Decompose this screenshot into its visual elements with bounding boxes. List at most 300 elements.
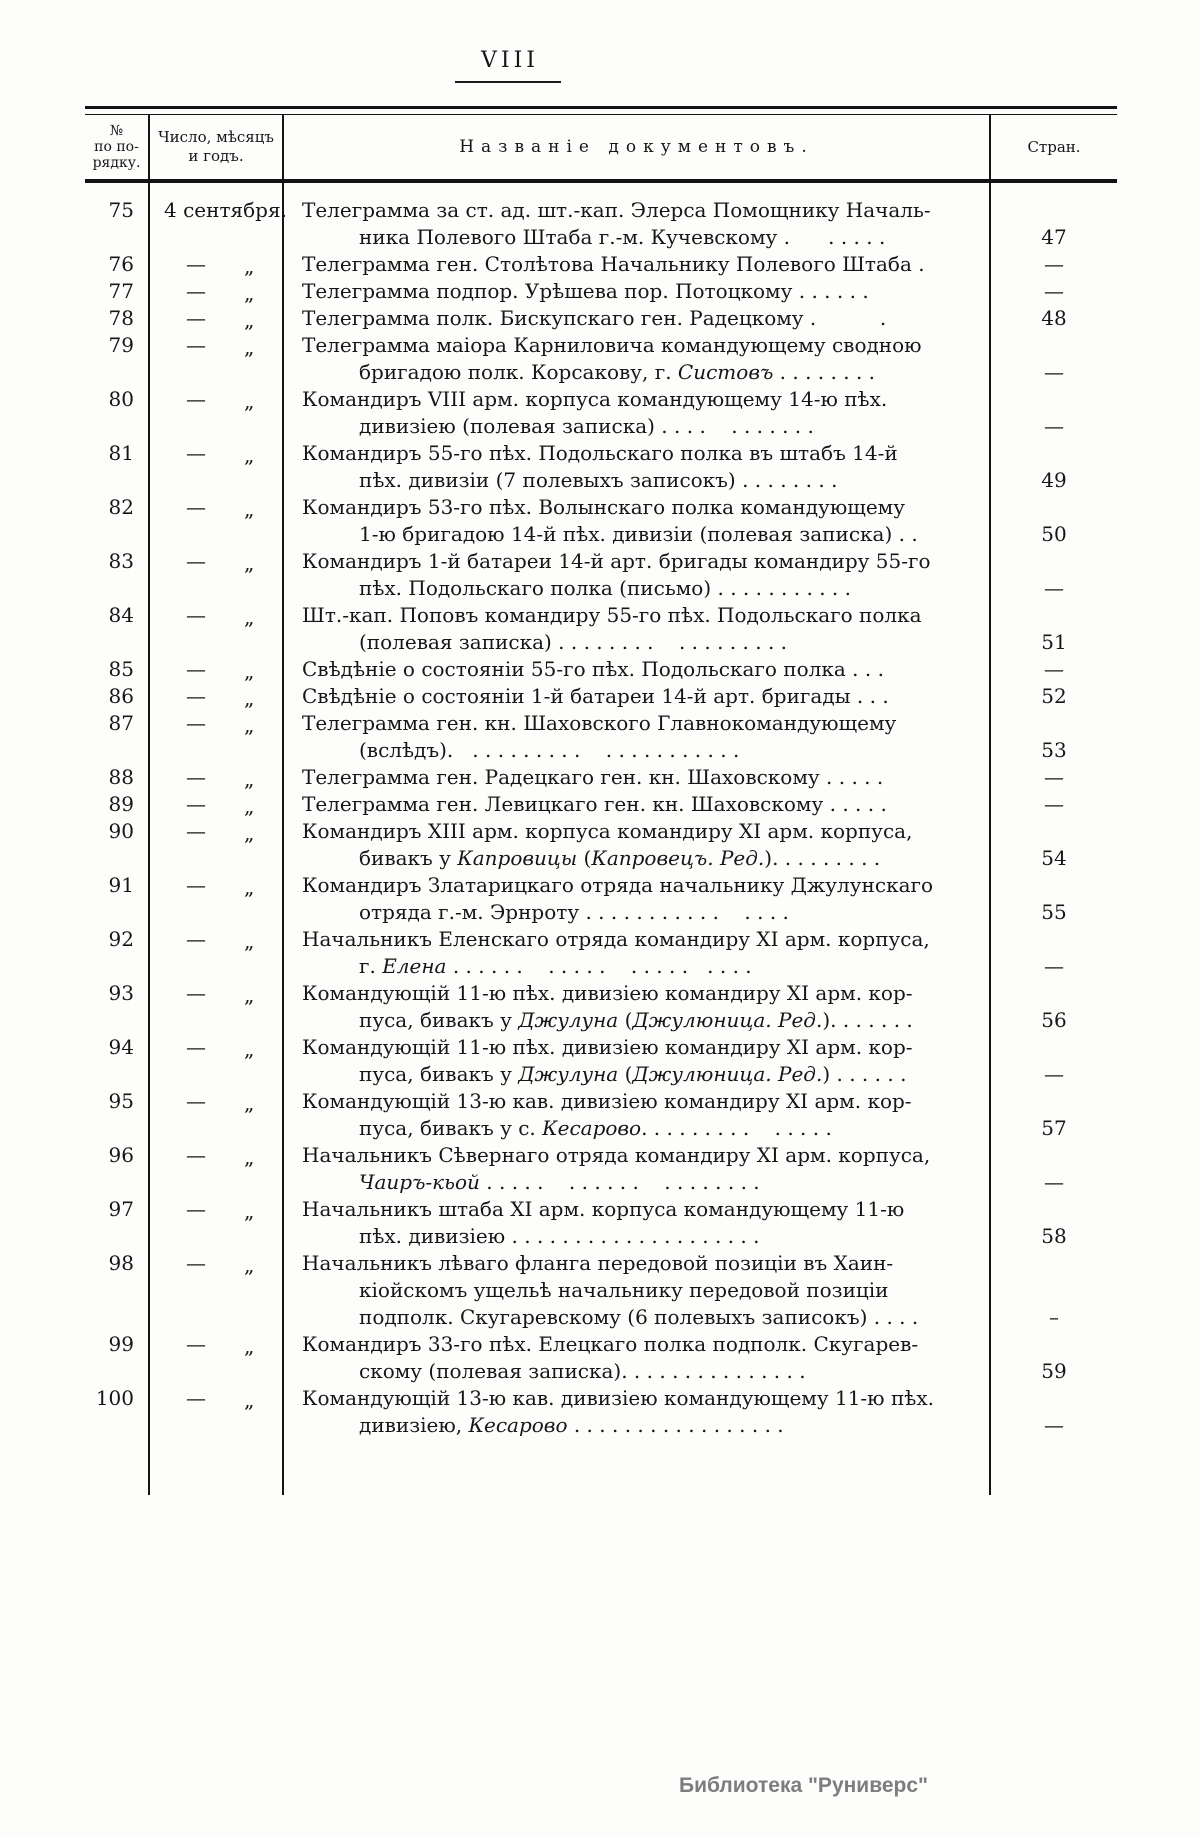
ditto-dash: — [186, 1386, 206, 1410]
row-number: 85 [85, 656, 150, 683]
title-text: Командующій 11-ю пѣх. дивизіею командиру XI арм. кор- [302, 981, 913, 1005]
ditto-mark: „ [244, 551, 255, 575]
table-row [85, 305, 1117, 332]
page-number-folio: VIII [481, 48, 539, 73]
row-page: — [1044, 1413, 1064, 1437]
ditto-dash: — [186, 549, 206, 573]
row-date [150, 683, 284, 710]
row-number: 88 [85, 764, 150, 791]
title-text: Начальникъ лѣваго фланга передовой позиціи въ Хаин- [302, 1251, 894, 1275]
title-text: ( [618, 1062, 633, 1086]
ditto-mark: „ [244, 1091, 255, 1115]
title-text: Командиръ 1-й батареи 14-й арт. бригады командиру 55-го [302, 549, 931, 573]
title-line [284, 251, 989, 278]
table-row [85, 926, 1117, 980]
row-page: — [1044, 792, 1064, 816]
row-date [150, 494, 284, 548]
row-title [284, 926, 991, 980]
ditto-mark: „ [244, 1037, 255, 1061]
ditto-mark: „ [244, 767, 255, 791]
title-text: кіойскомъ ущельѣ начальнику передовой позиціи [359, 1278, 889, 1302]
ditto-mark: „ [244, 1145, 255, 1169]
title-line [284, 359, 989, 386]
row-number: 90 [85, 818, 150, 872]
row-number: 94 [85, 1034, 150, 1088]
title-text: Телеграмма подпор. Урѣшева пор. Потоцкому . . . . . . [302, 279, 869, 303]
row-title [284, 1331, 991, 1385]
row-page: — [1044, 765, 1064, 789]
header-title-column [284, 115, 991, 179]
title-line [284, 926, 989, 953]
title-text: Начальникъ Сѣвернаго отряда командиру XI арм. корпуса, [302, 1143, 931, 1167]
title-line [284, 1196, 989, 1223]
table-top-rule [85, 106, 1117, 115]
title-text: пѣх. дивизіи (7 полевыхъ записокъ) . . . . . . . . [359, 468, 838, 492]
title-text: пуса, бивакъ у [359, 1008, 519, 1032]
row-page: 47 [1041, 225, 1067, 249]
title-line [284, 737, 989, 764]
row-page: 54 [1041, 846, 1067, 870]
row-page: — [1044, 414, 1064, 438]
ditto-mark: „ [244, 686, 255, 710]
row-number: 92 [85, 926, 150, 980]
row-date [150, 1385, 284, 1439]
row-date [150, 926, 284, 980]
ditto-dash: — [186, 819, 206, 843]
title-line [284, 1385, 989, 1412]
row-date [150, 1250, 284, 1331]
title-text: Командиръ Златарицкаго отряда начальнику Джулунскаго [302, 873, 934, 897]
place-name-italic: Джулуна [518, 1008, 619, 1032]
ditto-dash: — [186, 252, 206, 276]
row-number: 81 [85, 440, 150, 494]
row-page: 58 [1041, 1224, 1067, 1248]
place-name-italic: Кесарово [542, 1116, 642, 1140]
title-text: Телеграмма полк. Бискупскаго ген. Радецкому . . [302, 306, 887, 330]
table-row [85, 710, 1117, 764]
title-line [284, 467, 989, 494]
title-text: подполк. Скугаревскому (6 полевыхъ записокъ) . . . . [359, 1305, 919, 1329]
ditto-mark: „ [244, 335, 255, 359]
row-date [150, 440, 284, 494]
ditto-mark: „ [244, 1334, 255, 1358]
ditto-dash: — [186, 1197, 206, 1221]
title-text: Шт.-кап. Поповъ командиру 55-го пѣх. Подольскаго полка [302, 603, 922, 627]
row-number: 87 [85, 710, 150, 764]
title-text: бивакъ у [359, 846, 458, 870]
row-title [284, 1034, 991, 1088]
ditto-dash: — [186, 1332, 206, 1356]
title-text: Свѣдѣніе о состояніи 1-й батареи 14-й арт. бригады . . . [302, 684, 889, 708]
title-text: Командиръ 55-го пѣх. Подольскаго полка въ штабъ 14-й [302, 441, 898, 465]
ditto-mark: „ [244, 1388, 255, 1412]
title-text: бригадою полк. Корсакову, г. [359, 360, 678, 384]
title-text: Командующій 13-ю кав. дивизіею командующему 11-ю пѣх. [302, 1386, 934, 1410]
title-text: пуса, бивакъ у с. [359, 1116, 543, 1140]
title-text: 1-ю бригадою 14-й пѣх. дивизіи (полевая записка) . . [359, 522, 918, 546]
row-title [284, 872, 991, 926]
row-number: 78 [85, 305, 150, 332]
row-title [284, 548, 991, 602]
header-date-column [150, 115, 284, 179]
row-date: 4 сентября. [150, 183, 284, 251]
table-row [85, 278, 1117, 305]
title-text: Командиръ 33-го пѣх. Елецкаго полка подполк. Скугарев- [302, 1332, 919, 1356]
title-text: . . . . . . . . . . . . . . . . . [567, 1413, 784, 1437]
title-line [284, 440, 989, 467]
table-row [85, 791, 1117, 818]
title-line [284, 548, 989, 575]
ditto-dash: — [186, 684, 206, 708]
title-line [284, 1142, 989, 1169]
row-title [284, 305, 991, 332]
ditto-dash: — [186, 711, 206, 735]
title-line [284, 1277, 989, 1304]
row-page: — [1044, 1170, 1064, 1194]
ditto-mark: „ [244, 308, 255, 332]
title-line [284, 953, 989, 980]
row-date [150, 791, 284, 818]
ditto-mark: „ [244, 254, 255, 278]
row-number: 96 [85, 1142, 150, 1196]
table-row [85, 183, 1117, 251]
ditto-mark: „ [244, 659, 255, 683]
ditto-mark: „ [244, 281, 255, 305]
row-number: 80 [85, 386, 150, 440]
row-number: 83 [85, 548, 150, 602]
ditto-mark: „ [244, 794, 255, 818]
header-number-line: по по- [94, 139, 139, 155]
ditto-dash: — [186, 387, 206, 411]
table-row [85, 1142, 1117, 1196]
table-body [85, 183, 1117, 1439]
place-name-italic: Джулюница. Ред. [632, 1062, 823, 1086]
title-line [284, 1358, 989, 1385]
title-text: Свѣдѣніе о состояніи 55-го пѣх. Подольскаго полка . . . [302, 657, 884, 681]
title-line [284, 791, 989, 818]
contents-table [85, 106, 1117, 1495]
row-number: 84 [85, 602, 150, 656]
table-row [85, 440, 1117, 494]
row-title [284, 332, 991, 386]
row-page: 52 [1041, 684, 1067, 708]
title-text: Командиръ 53-го пѣх. Волынскаго полка командующему [302, 495, 905, 519]
row-title [284, 1088, 991, 1142]
row-date [150, 602, 284, 656]
title-line [284, 197, 989, 224]
table-row [85, 872, 1117, 926]
title-line [284, 683, 989, 710]
title-line [284, 278, 989, 305]
row-title [284, 386, 991, 440]
row-date [150, 872, 284, 926]
ditto-dash: — [186, 603, 206, 627]
row-title [284, 791, 991, 818]
title-text: ( [577, 846, 592, 870]
ditto-dash: — [186, 1089, 206, 1113]
row-title [284, 440, 991, 494]
row-date [150, 251, 284, 278]
row-page: — [1044, 576, 1064, 600]
title-text: . . . . . . . . . . . . . . [641, 1116, 832, 1140]
row-title [284, 980, 991, 1034]
ditto-mark: „ [244, 443, 255, 467]
ditto-dash: — [186, 333, 206, 357]
place-name-italic: Джулюница. Ред. [632, 1008, 823, 1032]
row-number: 79 [85, 332, 150, 386]
row-page: 59 [1041, 1359, 1067, 1383]
ditto-dash: — [186, 981, 206, 1005]
place-name-italic: Капровецъ. Ред. [591, 846, 765, 870]
row-title [284, 764, 991, 791]
ditto-dash: — [186, 657, 206, 681]
table-row [85, 1385, 1117, 1439]
row-page: 55 [1041, 900, 1067, 924]
title-text: Телеграмма ген. кн. Шаховского Главнокомандующему [302, 711, 897, 735]
row-date [150, 1142, 284, 1196]
ditto-mark: „ [244, 983, 255, 1007]
table-row [85, 818, 1117, 872]
row-title [284, 251, 991, 278]
header-date-line: Число, мѣсяцъ [158, 128, 274, 146]
ditto-mark: „ [244, 821, 255, 845]
ditto-mark: „ [244, 1253, 255, 1277]
title-text: . . . . . . . . . . . . . . . . . . . . [446, 954, 752, 978]
row-title [284, 1250, 991, 1331]
table-row [85, 1088, 1117, 1142]
title-line [284, 521, 989, 548]
place-name-italic: Кесарово [468, 1413, 568, 1437]
table-row [85, 1331, 1117, 1385]
row-number: 100 [85, 1385, 150, 1439]
ditto-dash: — [186, 1143, 206, 1167]
row-date [150, 818, 284, 872]
title-text: Телеграмма ген. Левицкаго ген. кн. Шаховскому . . . . . [302, 792, 887, 816]
title-line [284, 332, 989, 359]
title-line [284, 872, 989, 899]
ditto-dash: — [186, 792, 206, 816]
ditto-mark: „ [244, 497, 255, 521]
row-page: 51 [1041, 630, 1067, 654]
row-number: 97 [85, 1196, 150, 1250]
header-date-line: и годъ. [188, 147, 244, 165]
title-line [284, 1169, 989, 1196]
title-line [284, 1412, 989, 1439]
title-line [284, 764, 989, 791]
title-line [284, 494, 989, 521]
ditto-mark: „ [244, 713, 255, 737]
table-row [85, 251, 1117, 278]
row-date [150, 764, 284, 791]
row-page: — [1044, 1062, 1064, 1086]
title-text: скому (полевая записка). . . . . . . . . . . . . . . [359, 1359, 806, 1383]
title-line [284, 1223, 989, 1250]
place-name-italic: Чаиръ-кьой [359, 1170, 480, 1194]
ditto-mark: „ [244, 389, 255, 413]
title-text: (полевая записка) . . . . . . . . . . . . . . . . . [359, 630, 788, 654]
row-title [284, 818, 991, 872]
title-line [284, 818, 989, 845]
row-page: 56 [1041, 1008, 1067, 1032]
row-number: 98 [85, 1250, 150, 1331]
row-page: — [1044, 279, 1064, 303]
row-page: — [1044, 252, 1064, 276]
row-number: 95 [85, 1088, 150, 1142]
row-page: 53 [1041, 738, 1067, 762]
row-page: 57 [1041, 1116, 1067, 1140]
title-line [284, 629, 989, 656]
title-line [284, 1115, 989, 1142]
row-number: 75 [85, 183, 150, 251]
header-number-line: рядку. [92, 155, 141, 171]
title-line [284, 305, 989, 332]
place-name-italic: Систовъ [677, 360, 774, 384]
row-number: 93 [85, 980, 150, 1034]
row-title [284, 602, 991, 656]
row-number: 99 [85, 1331, 150, 1385]
row-title [284, 1385, 991, 1439]
table-row [85, 1196, 1117, 1250]
title-line [284, 386, 989, 413]
row-page: 48 [1041, 306, 1067, 330]
title-text: ника Полевого Штаба г.-м. Кучевскому . . . . . . [359, 225, 886, 249]
title-line [284, 656, 989, 683]
title-text: пѣх. Подольскаго полка (письмо) . . . . . . . . . . . [359, 576, 851, 600]
row-date [150, 278, 284, 305]
place-name-italic: Джулуна [518, 1062, 619, 1086]
ditto-dash: — [186, 1035, 206, 1059]
title-line [284, 1088, 989, 1115]
row-page: 49 [1041, 468, 1067, 492]
row-number: 77 [85, 278, 150, 305]
place-name-italic: Елена [382, 954, 447, 978]
folio-underline [455, 81, 561, 83]
row-date [150, 1034, 284, 1088]
row-title [284, 1196, 991, 1250]
place-name-italic: Капровицы [457, 846, 578, 870]
row-page: — [1044, 360, 1064, 384]
title-text: г. [359, 954, 383, 978]
row-title [284, 710, 991, 764]
table-row [85, 386, 1117, 440]
table-header-row [85, 115, 1117, 183]
title-text: ). . . . . . . [822, 1008, 913, 1032]
ditto-dash: — [186, 279, 206, 303]
row-title [284, 278, 991, 305]
table-row [85, 980, 1117, 1034]
title-text: Телеграмма за ст. ад. шт.-кап. Элерса Помощнику Началь- [302, 198, 931, 222]
ditto-dash: — [186, 873, 206, 897]
title-line [284, 1034, 989, 1061]
title-text: Командующій 13-ю кав. дивизіею командиру XI арм. кор- [302, 1089, 912, 1113]
ditto-dash: — [186, 765, 206, 789]
title-text: . . . . . . . . [773, 360, 876, 384]
spacer-cell [150, 1439, 284, 1495]
row-date [150, 1196, 284, 1250]
row-number: 86 [85, 683, 150, 710]
title-text: пѣх. дивизіею . . . . . . . . . . . . . . . . . . . . [359, 1224, 760, 1248]
title-line [284, 980, 989, 1007]
row-number: 89 [85, 791, 150, 818]
header-title-label: Названіе документовъ. [459, 137, 814, 157]
ditto-dash: — [186, 306, 206, 330]
title-line [284, 224, 989, 251]
header-page-label: Стран. [1027, 138, 1081, 156]
ditto-dash: — [186, 441, 206, 465]
row-title [284, 494, 991, 548]
row-number: 91 [85, 872, 150, 926]
row-date [150, 548, 284, 602]
table-row [85, 656, 1117, 683]
table-row [85, 1250, 1117, 1331]
title-text: ( [618, 1008, 633, 1032]
title-text: отряда г.-м. Эрнроту . . . . . . . . . . . . . . . [359, 900, 789, 924]
row-number: 76 [85, 251, 150, 278]
row-title [284, 183, 991, 251]
row-date [150, 980, 284, 1034]
title-text: Командующій 11-ю пѣх. дивизіею командиру XI арм. кор- [302, 1035, 913, 1059]
table-row [85, 494, 1117, 548]
row-date [150, 1331, 284, 1385]
title-text: ) . . . . . . [822, 1062, 907, 1086]
title-line [284, 710, 989, 737]
row-page: — [1044, 657, 1064, 681]
table-row [85, 764, 1117, 791]
row-title [284, 683, 991, 710]
title-text: (вслѣдъ). . . . . . . . . . . . . . . . . . . . . [359, 738, 740, 762]
spacer-cell [85, 1439, 150, 1495]
title-text: дивизіею, [359, 1413, 469, 1437]
table-row [85, 548, 1117, 602]
title-text: Телеграмма маіора Карниловича командующему сводною [302, 333, 922, 357]
ditto-dash: — [186, 495, 206, 519]
library-watermark: Библиотека "Руниверс" [678, 1774, 928, 1797]
title-text: ). . . . . . . . . [764, 846, 881, 870]
title-text: дивизіею (полевая записка) . . . . . . . . . . . [359, 414, 814, 438]
title-line [284, 845, 989, 872]
row-title [284, 1142, 991, 1196]
table-bottom-spacer [85, 1439, 1117, 1495]
ditto-mark: „ [244, 929, 255, 953]
title-line [284, 899, 989, 926]
ditto-mark: „ [244, 605, 255, 629]
spacer-cell [991, 1439, 1117, 1495]
row-date [150, 305, 284, 332]
title-text: пуса, бивакъ у [359, 1062, 519, 1086]
title-text: Начальникъ штаба XI арм. корпуса командующему 11-ю [302, 1197, 905, 1221]
title-line [284, 602, 989, 629]
title-line [284, 1061, 989, 1088]
title-line [284, 413, 989, 440]
table-row [85, 683, 1117, 710]
ditto-dash: — [186, 927, 206, 951]
title-line [284, 1250, 989, 1277]
row-page: – [1049, 1305, 1059, 1329]
header-number-line: № [109, 123, 124, 139]
ditto-mark: „ [244, 875, 255, 899]
title-text: Начальникъ Еленскаго отряда командиру XI арм. корпуса, [302, 927, 930, 951]
row-title [284, 656, 991, 683]
title-text: . . . . . . . . . . . . . . . . . . . [479, 1170, 760, 1194]
title-line [284, 575, 989, 602]
row-date [150, 656, 284, 683]
spacer-cell [284, 1439, 991, 1495]
table-row [85, 602, 1117, 656]
row-date [150, 386, 284, 440]
title-text: Командиръ XIII арм. корпуса командиру XI арм. корпуса, [302, 819, 913, 843]
row-number: 82 [85, 494, 150, 548]
title-line [284, 1007, 989, 1034]
